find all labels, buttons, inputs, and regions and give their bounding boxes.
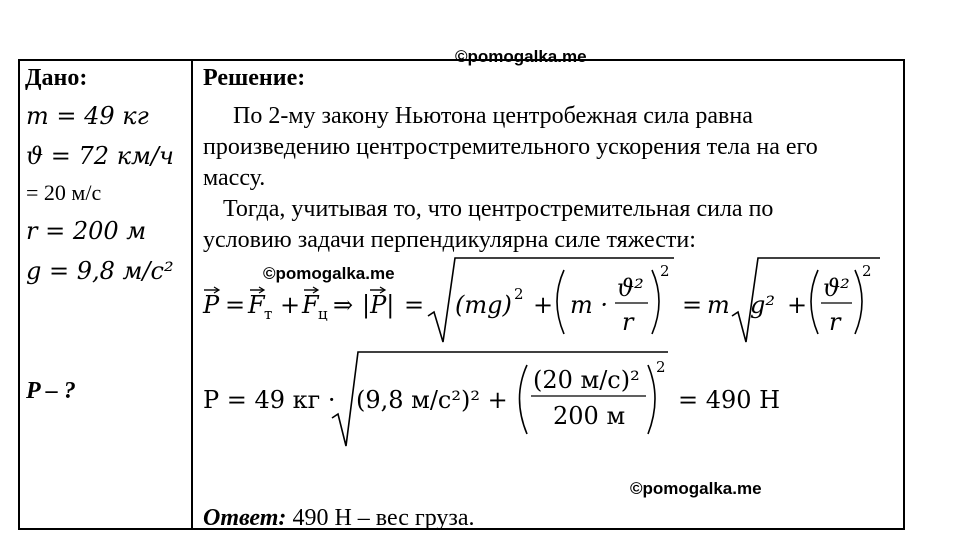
- solution-line-4: Тогда, учитывая то, что центростремительная сила по: [223, 196, 774, 222]
- formula1-eq-3: =: [682, 291, 703, 319]
- formula1-sub-t: т: [264, 305, 273, 323]
- formula1-eq-2: =: [404, 291, 425, 319]
- given-find: P – ?: [26, 378, 76, 404]
- formula1-Fc: F: [302, 291, 319, 319]
- formula1-absP: |P|: [362, 291, 395, 319]
- solution-line-2: произведению центростремительного ускорения тела на его: [203, 134, 818, 160]
- formula1-g-sq: g²: [750, 291, 775, 319]
- formula1-implies: ⇒: [333, 291, 354, 319]
- formula1-P: P: [203, 291, 220, 319]
- given-radius: r = 200 м: [26, 217, 147, 245]
- formula2-term1: (9,8 м/с²)² +: [356, 386, 508, 414]
- watermark-middle: ©pomogalka.me: [263, 264, 395, 283]
- formula2-sq: 2: [656, 358, 666, 376]
- formula1-Ft: F: [248, 291, 265, 319]
- formula1-r-2: r: [829, 308, 841, 336]
- formula2-den: 200 м: [553, 402, 626, 430]
- formula1-m: m: [707, 291, 730, 319]
- formula1-plus-2: +: [533, 291, 554, 319]
- formula1-m-dot: m ·: [570, 291, 609, 319]
- answer-line: [203, 506, 475, 530]
- given-speed-si: = 20 м/с: [26, 180, 102, 205]
- formula1-plus-3: +: [787, 291, 808, 319]
- given-gravity: g = 9,8 м/с²: [26, 257, 174, 285]
- formula1-outer-sq: 2: [660, 262, 670, 280]
- formula2-num: (20 м/с)²: [533, 366, 640, 394]
- answer-text: 490 Н – вес груза.: [286, 505, 475, 531]
- given-mass: m = 49 кг: [26, 102, 149, 130]
- solution-title: Решение:: [203, 65, 306, 91]
- watermark-bottom: ©pomogalka.me: [630, 479, 762, 498]
- solution-line-1: По 2-му закону Ньютона центробежная сила равна: [233, 103, 753, 129]
- solution-line-3: массу.: [203, 165, 266, 191]
- formula1-eq: =: [225, 291, 246, 319]
- formula1-r: r: [622, 308, 634, 336]
- given-speed: ϑ = 72 км/ч: [26, 142, 174, 170]
- solution-line-5: условию задачи перпендикулярна силе тяжести:: [203, 227, 696, 253]
- formula1-sub-c: ц: [318, 305, 328, 323]
- answer-label: Ответ:: [203, 505, 287, 531]
- formula1-plus: +: [280, 291, 301, 319]
- given-title: Дано:: [25, 65, 88, 91]
- formula1-outer-sq-2: 2: [862, 262, 872, 280]
- formula1-theta-sq: ϑ²: [617, 274, 644, 302]
- formula2-lhs: P = 49 кг ·: [203, 386, 336, 414]
- formula1-mg: (mg): [455, 291, 512, 319]
- formula1-mg-sq: 2: [514, 285, 524, 303]
- formula2-result: = 490 Н: [678, 386, 781, 414]
- formula1-theta-sq-2: ϑ²: [823, 274, 850, 302]
- watermark-top: ©pomogalka.me: [455, 47, 587, 66]
